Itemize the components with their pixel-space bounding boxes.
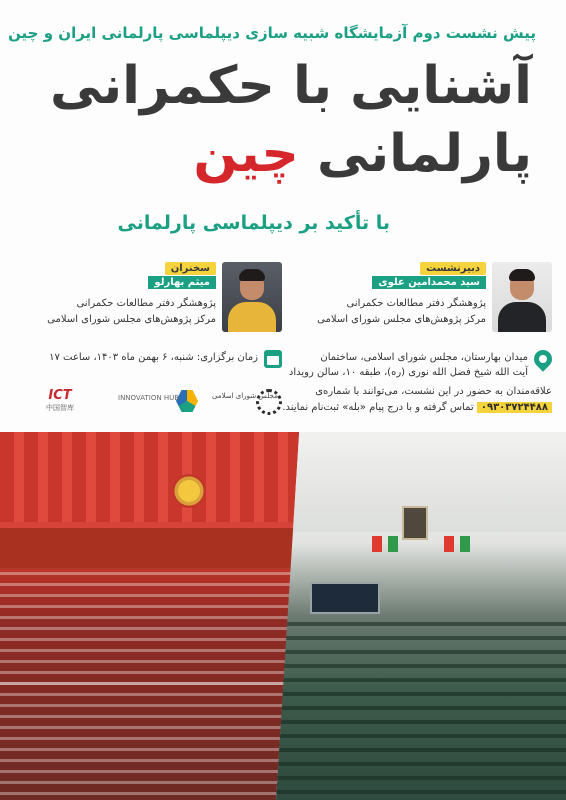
flag-icon xyxy=(372,536,382,552)
registration-line-1: علاقه‌مندان به حضور در این نشست، می‌توانند با شماره‌ی xyxy=(315,386,552,397)
title-highlight: چین xyxy=(193,124,299,184)
speaker-photo xyxy=(222,262,282,332)
flag-icon xyxy=(388,536,398,552)
innovation-hub-label: INNOVATION HUB xyxy=(118,394,180,402)
ict-logo-sub: 中国智库 xyxy=(46,404,74,412)
registration-line-2-text: تماس گرفته و با درج پیام «بله» ثبت‌نام نمایند. xyxy=(282,402,474,413)
china-parliament-photo xyxy=(0,432,300,800)
registration-line-2 xyxy=(282,402,552,413)
red-curtains xyxy=(0,432,300,522)
registration-phone-number[interactable]: ۰۹۳۰۳۷۲۴۴۸۸ xyxy=(477,402,552,413)
presidium-stage xyxy=(0,528,300,568)
chamber-screen xyxy=(310,582,380,614)
speaker-card xyxy=(20,262,282,340)
majlis-logo xyxy=(212,388,282,416)
subtitle: با تأکید بر دیپلماسی پارلمانی xyxy=(117,212,390,234)
moderator-affiliation-1: پژوهشگر دفتر مطالعات حکمرانی xyxy=(346,298,486,309)
moderator-card xyxy=(290,262,552,340)
moderator-role: دبیرنشست xyxy=(420,262,486,275)
moderator-name: سید محمدامین علوی xyxy=(372,276,486,289)
title-line-2 xyxy=(32,124,532,184)
moderator-affiliation-2: مرکز پژوهش‌های مجلس شورای اسلامی xyxy=(317,314,486,325)
flag-icon xyxy=(444,536,454,552)
delegate-rows-front xyxy=(0,682,300,800)
registration-block xyxy=(282,386,552,426)
national-emblem-icon xyxy=(172,474,206,508)
moderator-photo xyxy=(492,262,552,332)
speaker-role: سخنران xyxy=(165,262,216,275)
location-pin-icon xyxy=(530,346,555,371)
member-desks xyxy=(276,622,566,800)
calendar-icon xyxy=(264,350,282,368)
hexagon-icon xyxy=(176,390,198,412)
sponsor-logos xyxy=(36,388,286,418)
speaker-affiliation-1: پژوهشگر دفتر مطالعات حکمرانی xyxy=(76,298,216,309)
speaker-name: میثم بهارلو xyxy=(148,276,216,289)
location-line-1: میدان بهارستان، مجلس شورای اسلامی، ساختمان xyxy=(320,352,528,363)
location-line-2: آیت الله شیخ فضل الله نوری (ره)، طبقه ۱۰، سالن رویداد xyxy=(288,367,528,378)
schedule-text: زمان برگزاری: شنبه، ۶ بهمن ماه ۱۴۰۳، ساعت ۱۷ xyxy=(49,352,258,363)
delegate-rows xyxy=(0,572,300,692)
majlis-label: مجلس شورای اسلامی xyxy=(212,392,278,400)
iran-parliament-photo xyxy=(276,432,566,800)
event-series-line: پیش نشست دوم آزمایشگاه شبیه سازی دیپلماسی پارلمانی ایران و چین xyxy=(8,24,536,42)
title-line-2-text: پارلمانی xyxy=(316,124,532,184)
title-line-1: آشنایی با حکمرانی xyxy=(50,56,532,116)
portrait-frame xyxy=(402,506,428,540)
ict-logo-mark: ICT xyxy=(48,388,72,403)
speaker-affiliation-2: مرکز پژوهش‌های مجلس شورای اسلامی xyxy=(47,314,216,325)
flag-icon xyxy=(460,536,470,552)
parliament-photos xyxy=(0,432,566,800)
innovation-hub-logo xyxy=(118,388,198,416)
ict-logo xyxy=(36,388,84,416)
